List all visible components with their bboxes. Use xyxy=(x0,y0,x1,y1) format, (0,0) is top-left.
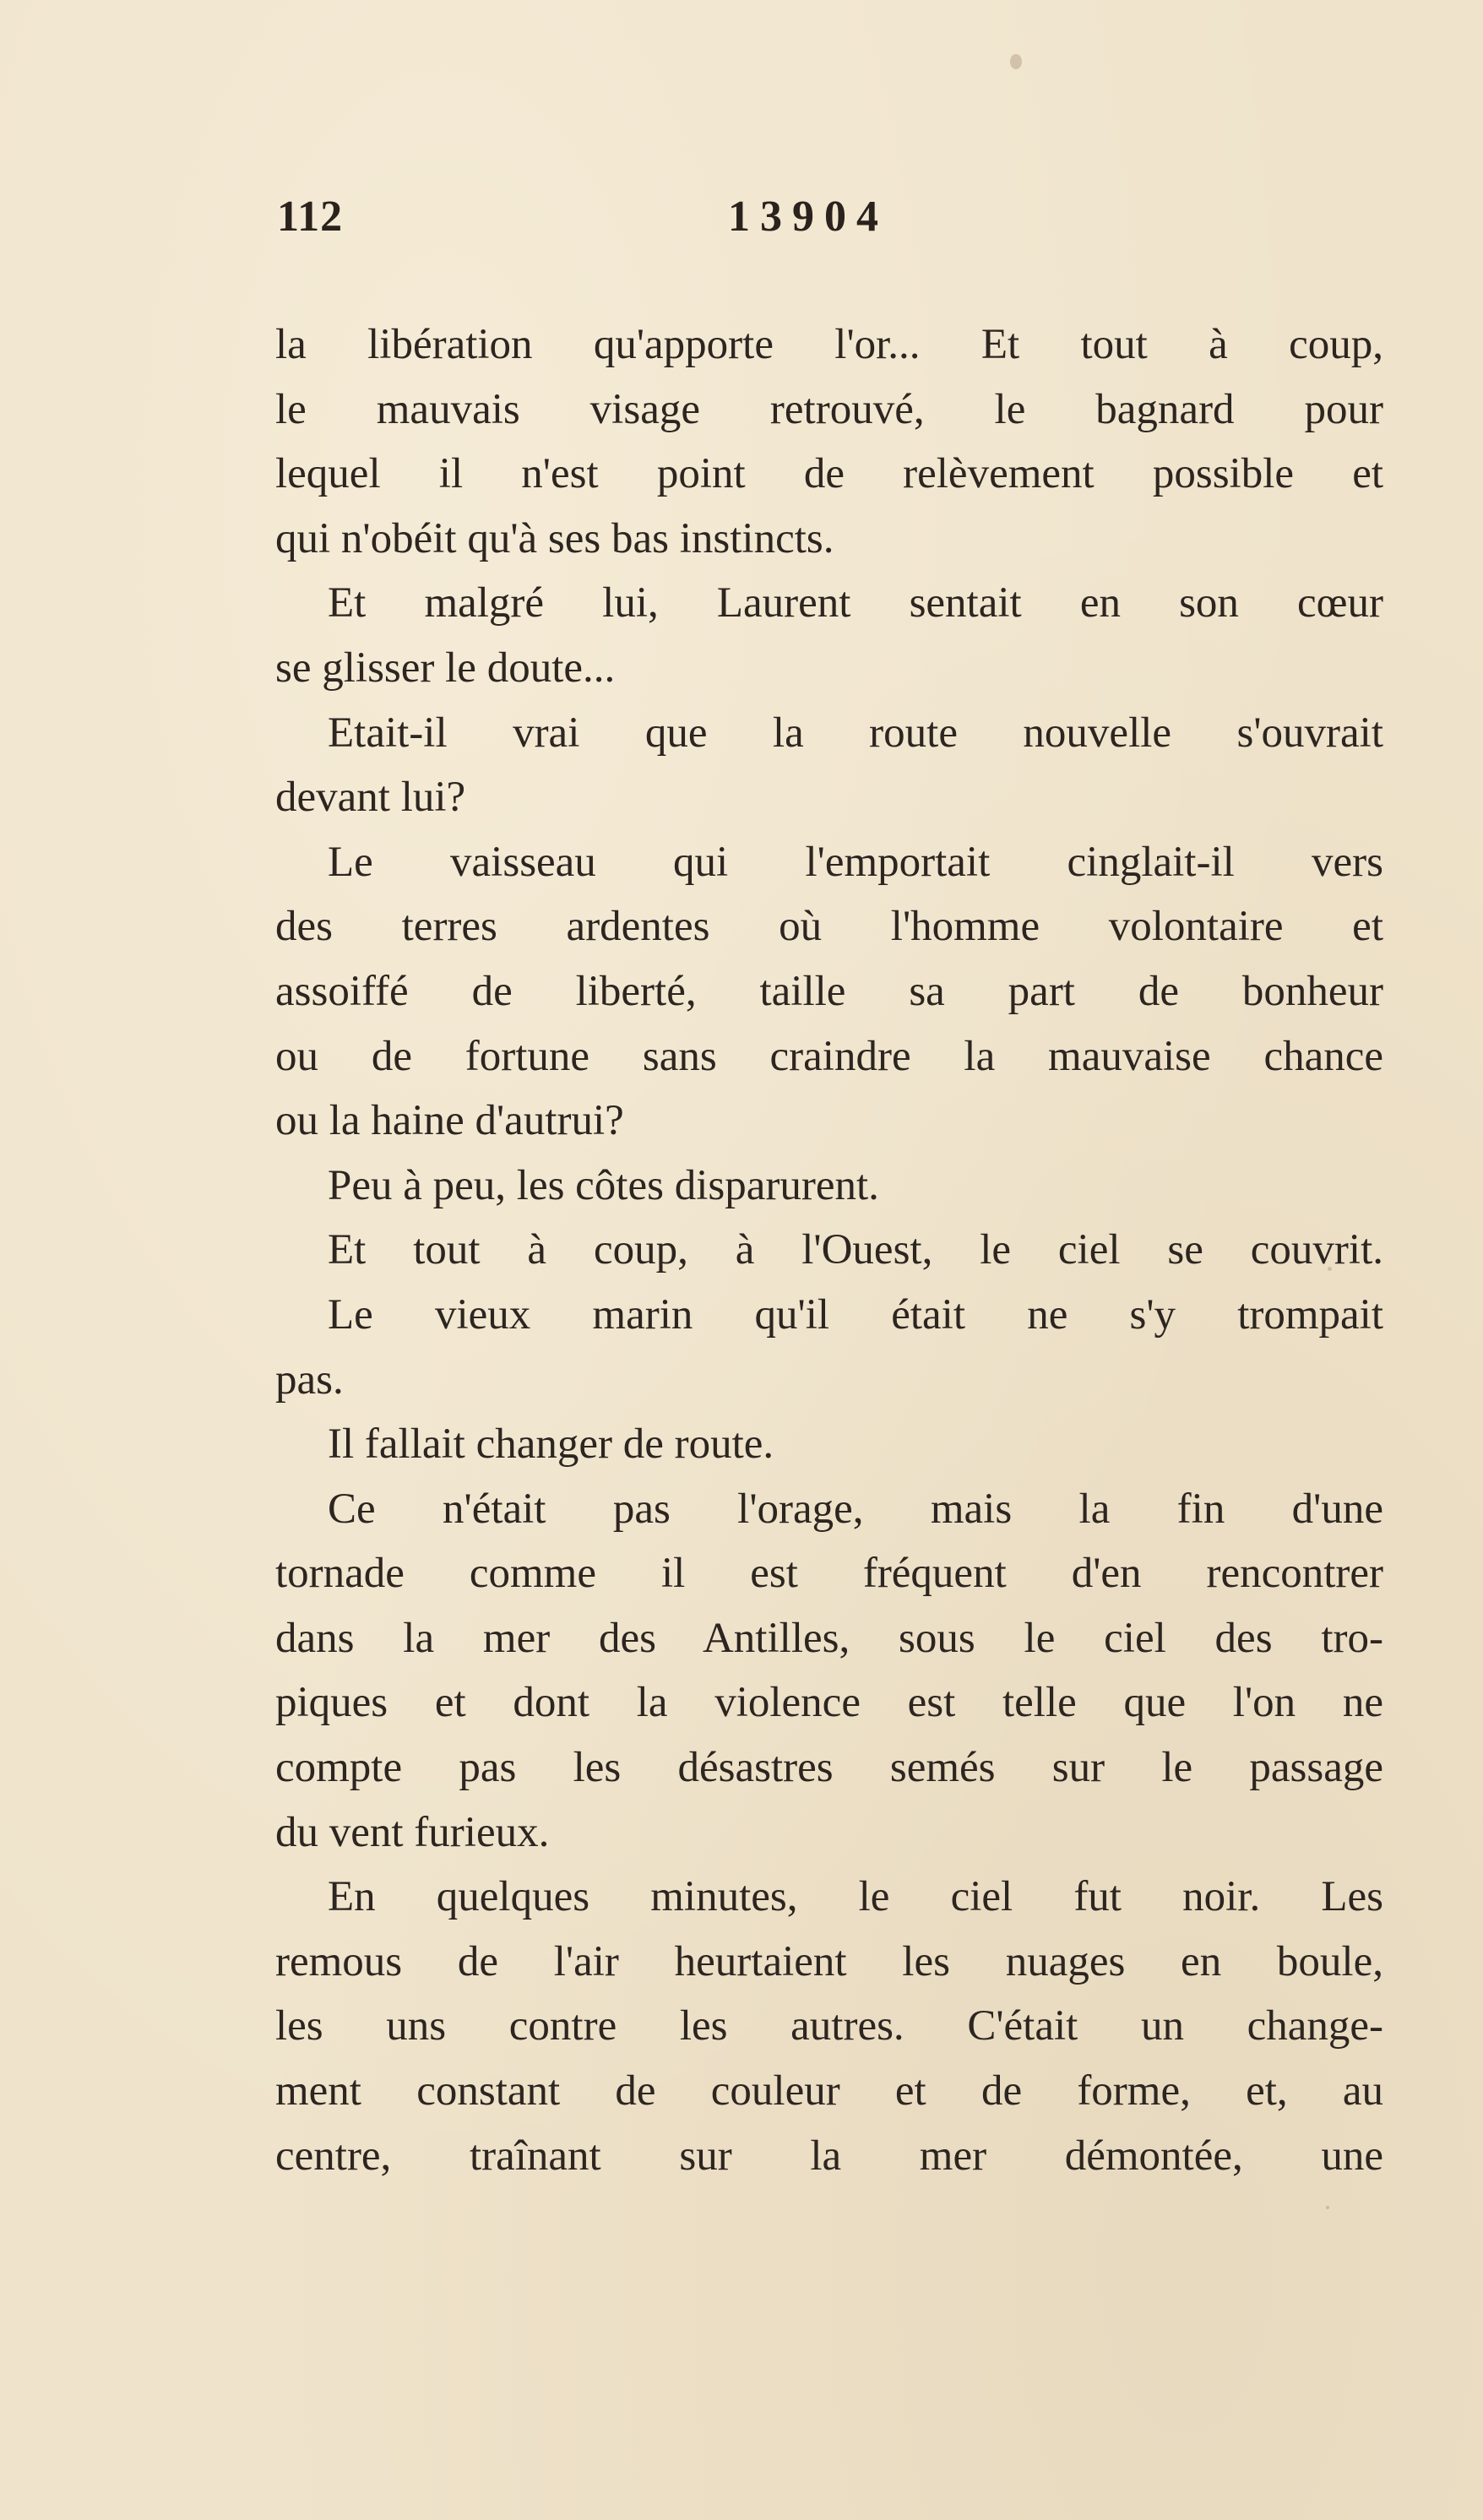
text-body xyxy=(275,312,1383,2188)
text-line: Ce n'était pas l'orage, mais la fin d'une xyxy=(328,1485,1383,1533)
text-line: piques et dont la violence est telle que l'on ne xyxy=(275,1679,1383,1727)
text-line: tornade comme il est fréquent d'en rencontrer xyxy=(275,1550,1383,1598)
text-line: Peu à peu, les côtes disparurent. xyxy=(328,1161,879,1209)
text-line: qui n'obéit qu'à ses bas instincts. xyxy=(275,514,834,562)
page-number: 112 xyxy=(277,193,344,241)
text-line: Etait-il vrai que la route nouvelle s'ouvrait xyxy=(328,709,1383,757)
paper-speck xyxy=(1326,2206,1329,2209)
text-line: des terres ardentes où l'homme volontaire et xyxy=(275,903,1383,951)
text-line: compte pas les désastres semés sur le passage xyxy=(275,1744,1383,1792)
text-line: Et tout à coup, à l'Ouest, le ciel se couvrit. xyxy=(328,1226,1383,1274)
text-line: pas. xyxy=(275,1355,344,1404)
text-line: centre, traînant sur la mer démontée, une xyxy=(275,2132,1383,2180)
text-line: assoiffé de liberté, taille sa part de bonheur xyxy=(275,967,1383,1015)
text-line: dans la mer des Antilles, sous le ciel des tro- xyxy=(275,1614,1383,1662)
text-line: du vent furieux. xyxy=(275,1808,550,1856)
text-line: Et malgré lui, Laurent sentait en son cœur xyxy=(328,579,1383,627)
text-line: remous de l'air heurtaient les nuages en boule, xyxy=(275,1937,1383,1985)
text-line: la libération qu'apporte l'or... Et tout à coup, xyxy=(275,321,1383,368)
page-header xyxy=(277,187,1383,247)
paper-speck xyxy=(1010,54,1022,69)
text-line: Le vaisseau qui l'emportait cinglait-il vers xyxy=(328,838,1383,886)
text-line: ment constant de couleur et de forme, et, au xyxy=(275,2067,1383,2115)
text-line: devant lui? xyxy=(275,774,466,822)
text-line: le mauvais visage retrouvé, le bagnard pour xyxy=(275,385,1383,433)
text-line: En quelques minutes, le ciel fut noir. Les xyxy=(328,1873,1383,1921)
text-line: ou de fortune sans craindre la mauvaise chance xyxy=(275,1032,1383,1080)
text-line: Le vieux marin qu'il était ne s'y trompait xyxy=(328,1290,1383,1339)
text-line: se glisser le doute... xyxy=(275,644,616,692)
text-line: ou la haine d'autrui? xyxy=(275,1097,624,1145)
text-line: lequel il n'est point de relèvement possible et xyxy=(275,450,1383,498)
text-line: les uns contre les autres. C'était un change- xyxy=(275,2002,1383,2050)
text-line: Il fallait changer de route. xyxy=(328,1420,774,1469)
running-title: 13904 xyxy=(728,193,888,241)
